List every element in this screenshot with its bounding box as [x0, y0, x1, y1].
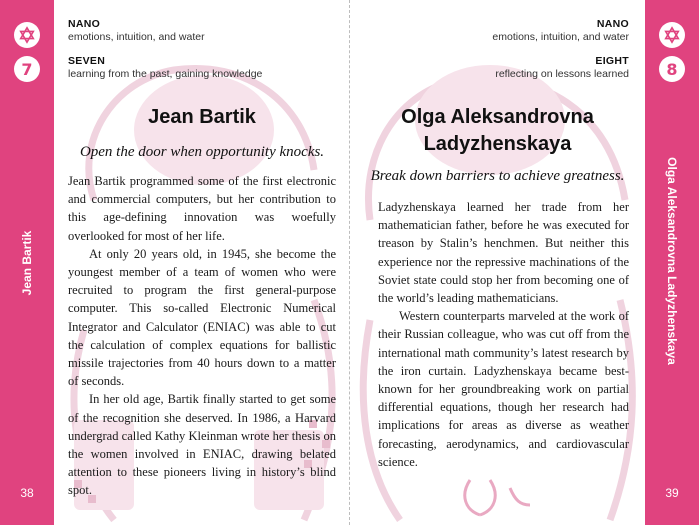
left-page: [54, 0, 350, 525]
side-label: Jean Bartik: [20, 230, 34, 296]
category-header: [68, 18, 205, 44]
person-name-line: Ladyzhenskaya: [423, 133, 572, 155]
card-number-badge: 8: [659, 56, 685, 82]
star-of-david-icon: [659, 22, 685, 48]
number-description: learning from the past, gaining knowledge: [68, 68, 263, 80]
person-name: [350, 104, 645, 158]
biography-text: [68, 172, 336, 500]
person-name-line: Olga Aleksandrovna: [401, 106, 594, 128]
person-name: Jean Bartik: [148, 106, 256, 128]
number-title: SEVEN: [68, 55, 106, 67]
right-page: [350, 0, 645, 525]
category-title: NANO: [596, 18, 629, 30]
category-description: emotions, intuition, and water: [68, 31, 205, 43]
number-header: [495, 55, 629, 81]
biography-paragraph: In her old age, Bartik finally started to get some of the recognition she deserved. In 1986, a Harvard undergrad called Kathy Kleinman wrote her thesis on the women involved in ENIAC, drawing belated attention to these pioneers living in history’s blind spot.: [68, 392, 336, 498]
person-quote: Break down barriers to achieve greatness.: [370, 168, 625, 184]
number-description: reflecting on lessons learned: [495, 68, 629, 80]
category-description: emotions, intuition, and water: [492, 31, 629, 43]
biography-paragraph: Western counterparts marveled at the work of their Russian colleague, who was cut off from the international math community’s latest research by the iron curtain. Ladyzhenskaya became best-known for her groundbreaking work on partial differential equations, though her research had implications for areas as diverse as weather forecasting, aerodynamics, and cardiovascular science.: [378, 309, 629, 469]
number-title: EIGHT: [595, 55, 629, 67]
star-of-david-icon: [14, 22, 40, 48]
biography-paragraph: Ladyzhenskaya learned her trade from her mathematician father, before he was executed for treason by Stalin’s henchmen. But neither this experience nor the repressive machinations of the Soviet state could stop her from becoming one of the world’s leading mathematicians.: [378, 200, 629, 306]
biography-paragraph: At only 20 years old, in 1945, she become the youngest member of a team of women who were recruited to program the first general-purpose computer. This so-called Electronic Numerical Integrator and Calculator (ENIAC) was able to cut the calculation of complex equations for ballistic missile trajectories from 40 hours down to a matter of seconds.: [68, 246, 336, 389]
right-accent-strip: [645, 0, 699, 525]
biography-paragraph: Jean Bartik programmed some of the first electronic and commercial computers, but her contribution to this age-defining innovation was woefully overlooked for most of her life.: [68, 174, 336, 243]
person-quote: Open the door when opportunity knocks.: [79, 144, 325, 160]
page-number: 38: [20, 486, 34, 500]
page-fold: [349, 0, 350, 525]
card-number-badge: 7: [14, 56, 40, 82]
biography-text: [378, 198, 629, 471]
number-header: [68, 55, 262, 81]
page-number: 39: [665, 486, 679, 500]
category-header: [492, 18, 629, 44]
category-title: NANO: [68, 18, 101, 30]
left-accent-strip: [0, 0, 54, 525]
side-label: Olga Aleksandrovna Ladyzhenskaya: [665, 157, 679, 365]
